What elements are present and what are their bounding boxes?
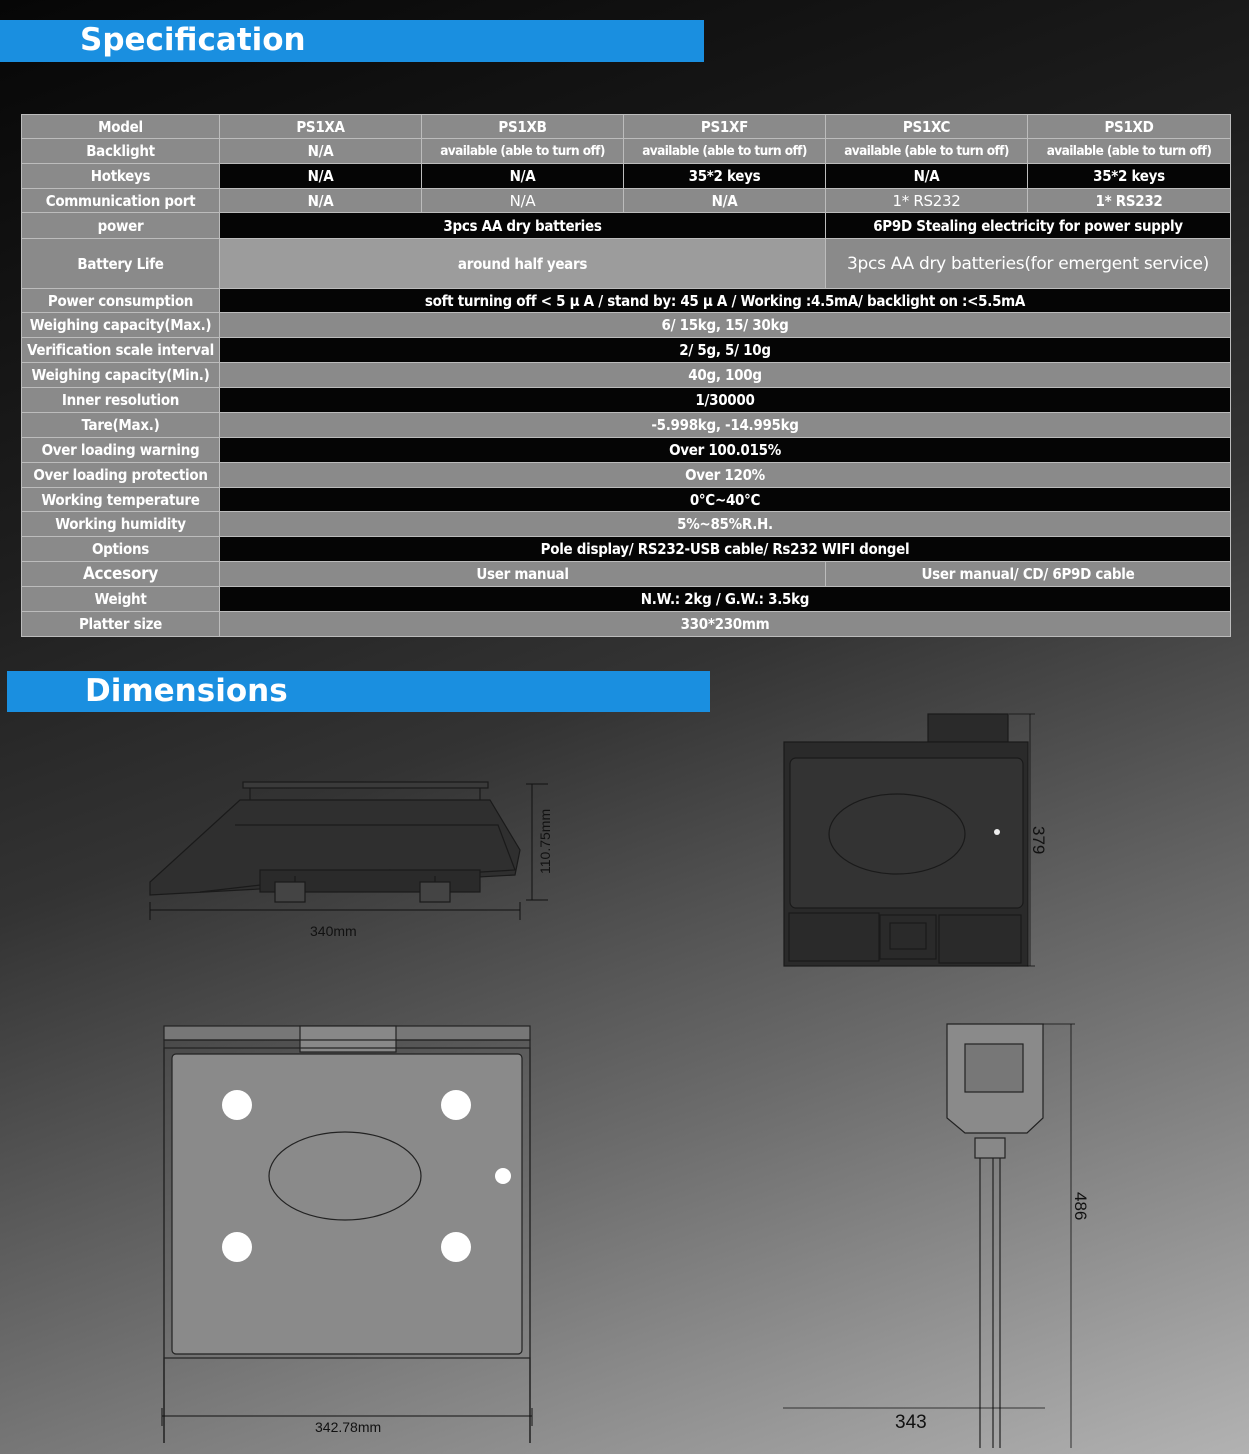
dimensions-banner bbox=[7, 671, 710, 712]
table-row-hotkeys bbox=[22, 164, 1231, 189]
table-row-working-temperature bbox=[22, 488, 1231, 512]
row-label-accessory: Accesory bbox=[22, 562, 220, 587]
model-ps1xb: PS1XB bbox=[422, 115, 624, 139]
row-label-platter-size: Platter size bbox=[22, 612, 220, 637]
side-height-label: 110.75mm bbox=[537, 808, 553, 874]
cell-value: around half years bbox=[220, 239, 826, 289]
table-row-overload-protection bbox=[22, 463, 1231, 488]
cell-value: -5.998kg, -14.995kg bbox=[220, 413, 1231, 438]
cell-value: Over 100.015% bbox=[220, 438, 1231, 463]
table-row-weighing-min bbox=[22, 363, 1231, 388]
platter-hole bbox=[495, 1168, 511, 1184]
specification-table bbox=[21, 114, 1231, 637]
model-ps1xc: PS1XC bbox=[826, 115, 1028, 139]
cell-value: 35*2 keys bbox=[1028, 164, 1231, 189]
platter-hole bbox=[441, 1090, 471, 1120]
row-label-weight: Weight bbox=[22, 587, 220, 612]
cell-value: 3pcs AA dry batteries bbox=[220, 213, 826, 239]
table-row-inner-resolution bbox=[22, 388, 1231, 413]
cell-value: soft turning off < 5 μ A / stand by: 45 μ A / Working :4.5mA/ backlight on :<5.5mA bbox=[220, 289, 1231, 313]
front-width-label: 342.78mm bbox=[315, 1419, 382, 1435]
row-label-working-temperature: Working temperature bbox=[22, 488, 220, 512]
cell-value: available (able to turn off) bbox=[1028, 139, 1231, 164]
side-view-drawing bbox=[130, 770, 570, 950]
cell-value: 6P9D Stealing electricity for power supply bbox=[826, 213, 1231, 239]
table-row-verification-interval bbox=[22, 338, 1231, 363]
table-row-backlight bbox=[22, 139, 1231, 164]
front-view-drawing bbox=[150, 1018, 550, 1443]
row-label-weighing-min: Weighing capacity(Min.) bbox=[22, 363, 220, 388]
table-row-overload-warning bbox=[22, 438, 1231, 463]
cell-value: 35*2 keys bbox=[624, 164, 826, 189]
cell-value: available (able to turn off) bbox=[826, 139, 1028, 164]
cell-value: 330*230mm bbox=[220, 612, 1231, 637]
table-row-model bbox=[22, 115, 1231, 139]
pole-view-drawing bbox=[775, 1018, 1095, 1448]
row-label-verification-interval: Verification scale interval bbox=[22, 338, 220, 363]
table-row-options bbox=[22, 537, 1231, 562]
cell-value: 1* RS232 bbox=[1028, 189, 1231, 213]
pole-height-label: 486 bbox=[1071, 1192, 1090, 1221]
cell-value: N/A bbox=[220, 164, 422, 189]
top-view-drawing bbox=[775, 708, 1065, 978]
cell-value: User manual/ CD/ 6P9D cable bbox=[826, 562, 1231, 587]
specification-banner bbox=[0, 20, 704, 62]
table-row-power bbox=[22, 213, 1231, 239]
platter-hole bbox=[222, 1232, 252, 1262]
cell-value: 40g, 100g bbox=[220, 363, 1231, 388]
pole-width-label: 343 bbox=[895, 1412, 927, 1433]
row-label-battery-life: Battery Life bbox=[22, 239, 220, 289]
row-label-overload-protection: Over loading protection bbox=[22, 463, 220, 488]
row-label-hotkeys: Hotkeys bbox=[22, 164, 220, 189]
cell-value: 6/ 15kg, 15/ 30kg bbox=[220, 313, 1231, 338]
dimensions-title: Dimensions bbox=[85, 673, 288, 709]
cell-value: Pole display/ RS232-USB cable/ Rs232 WIFI dongel bbox=[220, 537, 1231, 562]
table-row-weight bbox=[22, 587, 1231, 612]
specification-title: Specification bbox=[80, 22, 306, 58]
row-label-backlight: Backlight bbox=[22, 139, 220, 164]
cell-value: N.W.: 2kg / G.W.: 3.5kg bbox=[220, 587, 1231, 612]
cell-value: N/A bbox=[220, 189, 422, 213]
cell-value: N/A bbox=[422, 164, 624, 189]
model-ps1xf: PS1XF bbox=[624, 115, 826, 139]
table-row-tare bbox=[22, 413, 1231, 438]
table-row-power-consumption bbox=[22, 289, 1231, 313]
row-label-working-humidity: Working humidity bbox=[22, 512, 220, 537]
side-width-label: 340mm bbox=[310, 923, 357, 939]
table-row-accessory bbox=[22, 562, 1231, 587]
row-label-model: Model bbox=[22, 115, 220, 139]
table-row-working-humidity bbox=[22, 512, 1231, 537]
platter-hole bbox=[441, 1232, 471, 1262]
cell-value: 3pcs AA dry batteries(for emergent service) bbox=[826, 239, 1231, 289]
cell-value: 1* RS232 bbox=[826, 189, 1028, 213]
top-depth-label: 379 bbox=[1029, 826, 1048, 855]
cell-value: N/A bbox=[220, 139, 422, 164]
cell-value: N/A bbox=[422, 189, 624, 213]
platter-hole bbox=[222, 1090, 252, 1120]
model-ps1xa: PS1XA bbox=[220, 115, 422, 139]
model-ps1xd: PS1XD bbox=[1028, 115, 1231, 139]
cell-value: User manual bbox=[220, 562, 826, 587]
row-label-weighing-max: Weighing capacity(Max.) bbox=[22, 313, 220, 338]
row-label-options: Options bbox=[22, 537, 220, 562]
row-label-communication-port: Communication port bbox=[22, 189, 220, 213]
row-label-tare: Tare(Max.) bbox=[22, 413, 220, 438]
row-label-overload-warning: Over loading warning bbox=[22, 438, 220, 463]
row-label-power: power bbox=[22, 213, 220, 239]
cell-value: 0℃~40℃ bbox=[220, 488, 1231, 512]
cell-value: N/A bbox=[624, 189, 826, 213]
cell-value: available (able to turn off) bbox=[422, 139, 624, 164]
cell-value: N/A bbox=[826, 164, 1028, 189]
table-row-platter-size bbox=[22, 612, 1231, 637]
table-row-weighing-max bbox=[22, 313, 1231, 338]
row-label-power-consumption: Power consumption bbox=[22, 289, 220, 313]
cell-value: available (able to turn off) bbox=[624, 139, 826, 164]
table-row-communication-port bbox=[22, 189, 1231, 213]
row-label-inner-resolution: Inner resolution bbox=[22, 388, 220, 413]
cell-value: 5%~85%R.H. bbox=[220, 512, 1231, 537]
cell-value: Over 120% bbox=[220, 463, 1231, 488]
cell-value: 1/30000 bbox=[220, 388, 1231, 413]
table-row-battery-life bbox=[22, 239, 1231, 289]
cell-value: 2/ 5g, 5/ 10g bbox=[220, 338, 1231, 363]
